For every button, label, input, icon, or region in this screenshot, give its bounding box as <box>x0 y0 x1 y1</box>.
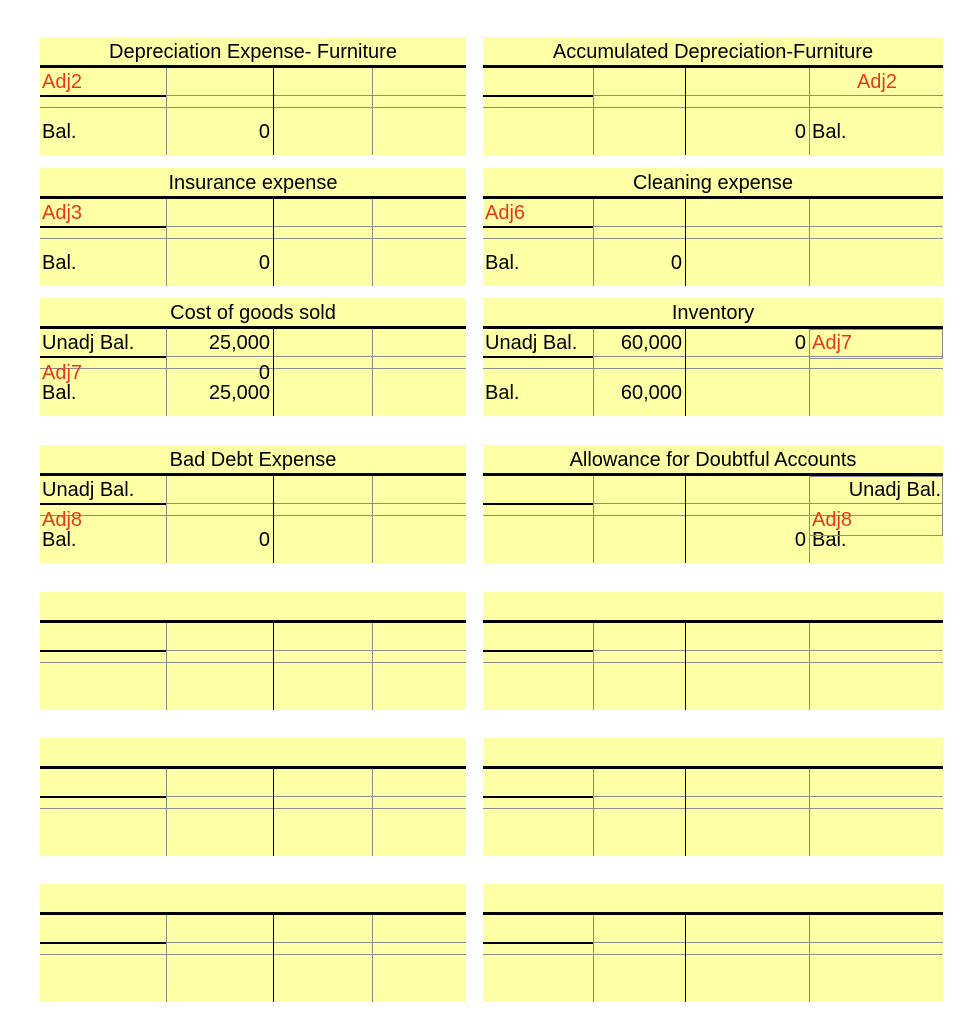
debit-amount <box>166 820 270 846</box>
debit-amount <box>593 119 682 145</box>
debit-amount <box>166 200 270 226</box>
label-rule <box>40 650 166 652</box>
label-rule <box>483 356 593 358</box>
t-account-10 <box>483 592 943 710</box>
label-rule <box>40 942 166 944</box>
credit-amount <box>685 380 806 406</box>
credit-amount <box>685 820 806 846</box>
right-label: Adj7 <box>812 332 853 354</box>
debit-amount <box>166 674 270 700</box>
debit-amount <box>593 69 682 95</box>
debit-amount <box>593 966 682 992</box>
credit-amount <box>273 119 369 145</box>
credit-amount <box>273 966 369 992</box>
column-divider <box>809 623 810 710</box>
credit-amount: 0 <box>794 332 806 354</box>
account-title <box>483 592 943 622</box>
debit-amount <box>166 624 270 650</box>
credit-amount <box>273 820 369 846</box>
account-title <box>483 738 943 768</box>
right-label: Bal. <box>812 529 847 551</box>
debit-amount <box>166 770 270 796</box>
credit-amount <box>273 674 369 700</box>
debit-amount: 0 <box>670 252 682 274</box>
debit-amount <box>593 624 682 650</box>
account-title <box>483 884 943 914</box>
column-divider <box>809 199 810 286</box>
credit-amount: 0 <box>794 529 806 551</box>
debit-amount <box>593 916 682 942</box>
label-rule <box>40 356 166 358</box>
debit-amount <box>166 966 270 992</box>
t-account-14 <box>483 884 943 1002</box>
debit-amount <box>593 674 682 700</box>
credit-amount <box>685 770 806 796</box>
debit-amount: 60,000 <box>620 332 682 354</box>
row-label: Bal. <box>42 252 77 274</box>
row-label: Adj2 <box>42 71 83 93</box>
right-label: Adj8 <box>812 509 853 531</box>
column-divider <box>809 769 810 856</box>
account-title <box>40 884 466 914</box>
title-rule <box>483 196 943 199</box>
t-account-6 <box>483 298 943 416</box>
account-title: Depreciation Expense- Furniture <box>109 41 397 63</box>
t-account-4 <box>483 168 943 286</box>
debit-amount <box>593 770 682 796</box>
account-title: Cost of goods sold <box>170 302 336 324</box>
t-account-8 <box>483 445 943 563</box>
t-account-12 <box>483 738 943 856</box>
label-rule <box>40 226 166 228</box>
credit-amount <box>273 200 369 226</box>
credit-amount <box>685 966 806 992</box>
label-rule <box>40 796 166 798</box>
credit-amount <box>685 200 806 226</box>
title-rule <box>483 65 943 68</box>
row-label: Unadj Bal. <box>42 332 135 354</box>
right-label: Unadj Bal. <box>848 479 941 501</box>
credit-amount <box>273 477 369 503</box>
debit-amount <box>166 477 270 503</box>
account-title: Accumulated Depreciation-Furniture <box>552 41 874 63</box>
debit-amount: 60,000 <box>620 382 682 404</box>
credit-amount <box>685 250 806 276</box>
label-rule <box>483 650 593 652</box>
column-divider <box>372 199 373 286</box>
column-divider <box>372 769 373 856</box>
row-label: Adj3 <box>42 202 83 224</box>
credit-amount <box>273 380 369 406</box>
row-label: Adj6 <box>485 202 526 224</box>
title-rule <box>483 766 943 769</box>
label-rule <box>483 226 593 228</box>
label-box <box>809 476 943 536</box>
column-divider <box>809 68 810 155</box>
t-account-2 <box>483 37 943 155</box>
title-rule <box>40 65 466 68</box>
label-box <box>809 329 943 359</box>
t-account-11 <box>40 738 466 856</box>
credit-amount <box>273 916 369 942</box>
row-label: Bal. <box>42 529 77 551</box>
title-rule <box>483 912 943 915</box>
row-label: Adj8 <box>42 509 83 531</box>
title-rule <box>40 326 466 329</box>
label-rule <box>483 95 593 97</box>
row-label: Bal. <box>42 382 77 404</box>
debit-amount: 0 <box>258 362 270 384</box>
column-divider <box>372 68 373 155</box>
account-title <box>40 738 466 768</box>
title-rule <box>40 473 466 476</box>
debit-amount <box>166 69 270 95</box>
row-label: Adj7 <box>42 362 83 384</box>
column-divider <box>372 623 373 710</box>
account-title <box>40 592 466 622</box>
credit-amount <box>685 674 806 700</box>
column-divider <box>372 476 373 563</box>
debit-amount: 25,000 <box>208 332 270 354</box>
label-rule <box>483 796 593 798</box>
credit-amount <box>273 69 369 95</box>
credit-amount <box>273 250 369 276</box>
title-rule <box>40 196 466 199</box>
row-label: Bal. <box>485 382 520 404</box>
t-account-1 <box>40 37 466 155</box>
debit-amount: 0 <box>258 529 270 551</box>
account-title: Cleaning expense <box>632 172 794 194</box>
credit-amount <box>273 770 369 796</box>
column-divider <box>809 915 810 1002</box>
title-rule <box>40 620 466 623</box>
credit-amount <box>685 477 806 503</box>
row-label: Bal. <box>42 121 77 143</box>
title-rule <box>40 912 466 915</box>
account-title: Insurance expense <box>168 172 338 194</box>
label-rule <box>483 942 593 944</box>
credit-amount <box>685 69 806 95</box>
label-rule <box>40 503 166 505</box>
title-rule <box>483 620 943 623</box>
t-account-9 <box>40 592 466 710</box>
debit-amount <box>593 477 682 503</box>
label-rule <box>40 95 166 97</box>
t-account-3 <box>40 168 466 286</box>
credit-amount <box>273 527 369 553</box>
debit-amount: 0 <box>258 252 270 274</box>
right-label: Adj2 <box>856 71 897 93</box>
t-account-13 <box>40 884 466 1002</box>
row-label: Unadj Bal. <box>42 479 135 501</box>
account-title: Inventory <box>671 302 755 324</box>
title-rule <box>40 766 466 769</box>
debit-amount: 25,000 <box>208 382 270 404</box>
right-label: Bal. <box>812 121 847 143</box>
credit-amount <box>273 624 369 650</box>
row-label: Bal. <box>485 252 520 274</box>
t-account-7 <box>40 445 466 563</box>
debit-amount <box>593 820 682 846</box>
row-label: Unadj Bal. <box>485 332 578 354</box>
credit-amount <box>685 624 806 650</box>
column-divider <box>372 329 373 416</box>
t-account-5 <box>40 298 466 416</box>
column-divider <box>372 915 373 1002</box>
debit-amount <box>166 916 270 942</box>
credit-amount: 0 <box>794 121 806 143</box>
debit-amount: 0 <box>258 121 270 143</box>
credit-amount <box>273 330 369 356</box>
debit-amount <box>593 200 682 226</box>
account-title: Bad Debt Expense <box>169 449 337 471</box>
account-title: Allowance for Doubtful Accounts <box>569 449 857 471</box>
debit-amount <box>593 527 682 553</box>
label-rule <box>483 503 593 505</box>
credit-amount <box>685 916 806 942</box>
